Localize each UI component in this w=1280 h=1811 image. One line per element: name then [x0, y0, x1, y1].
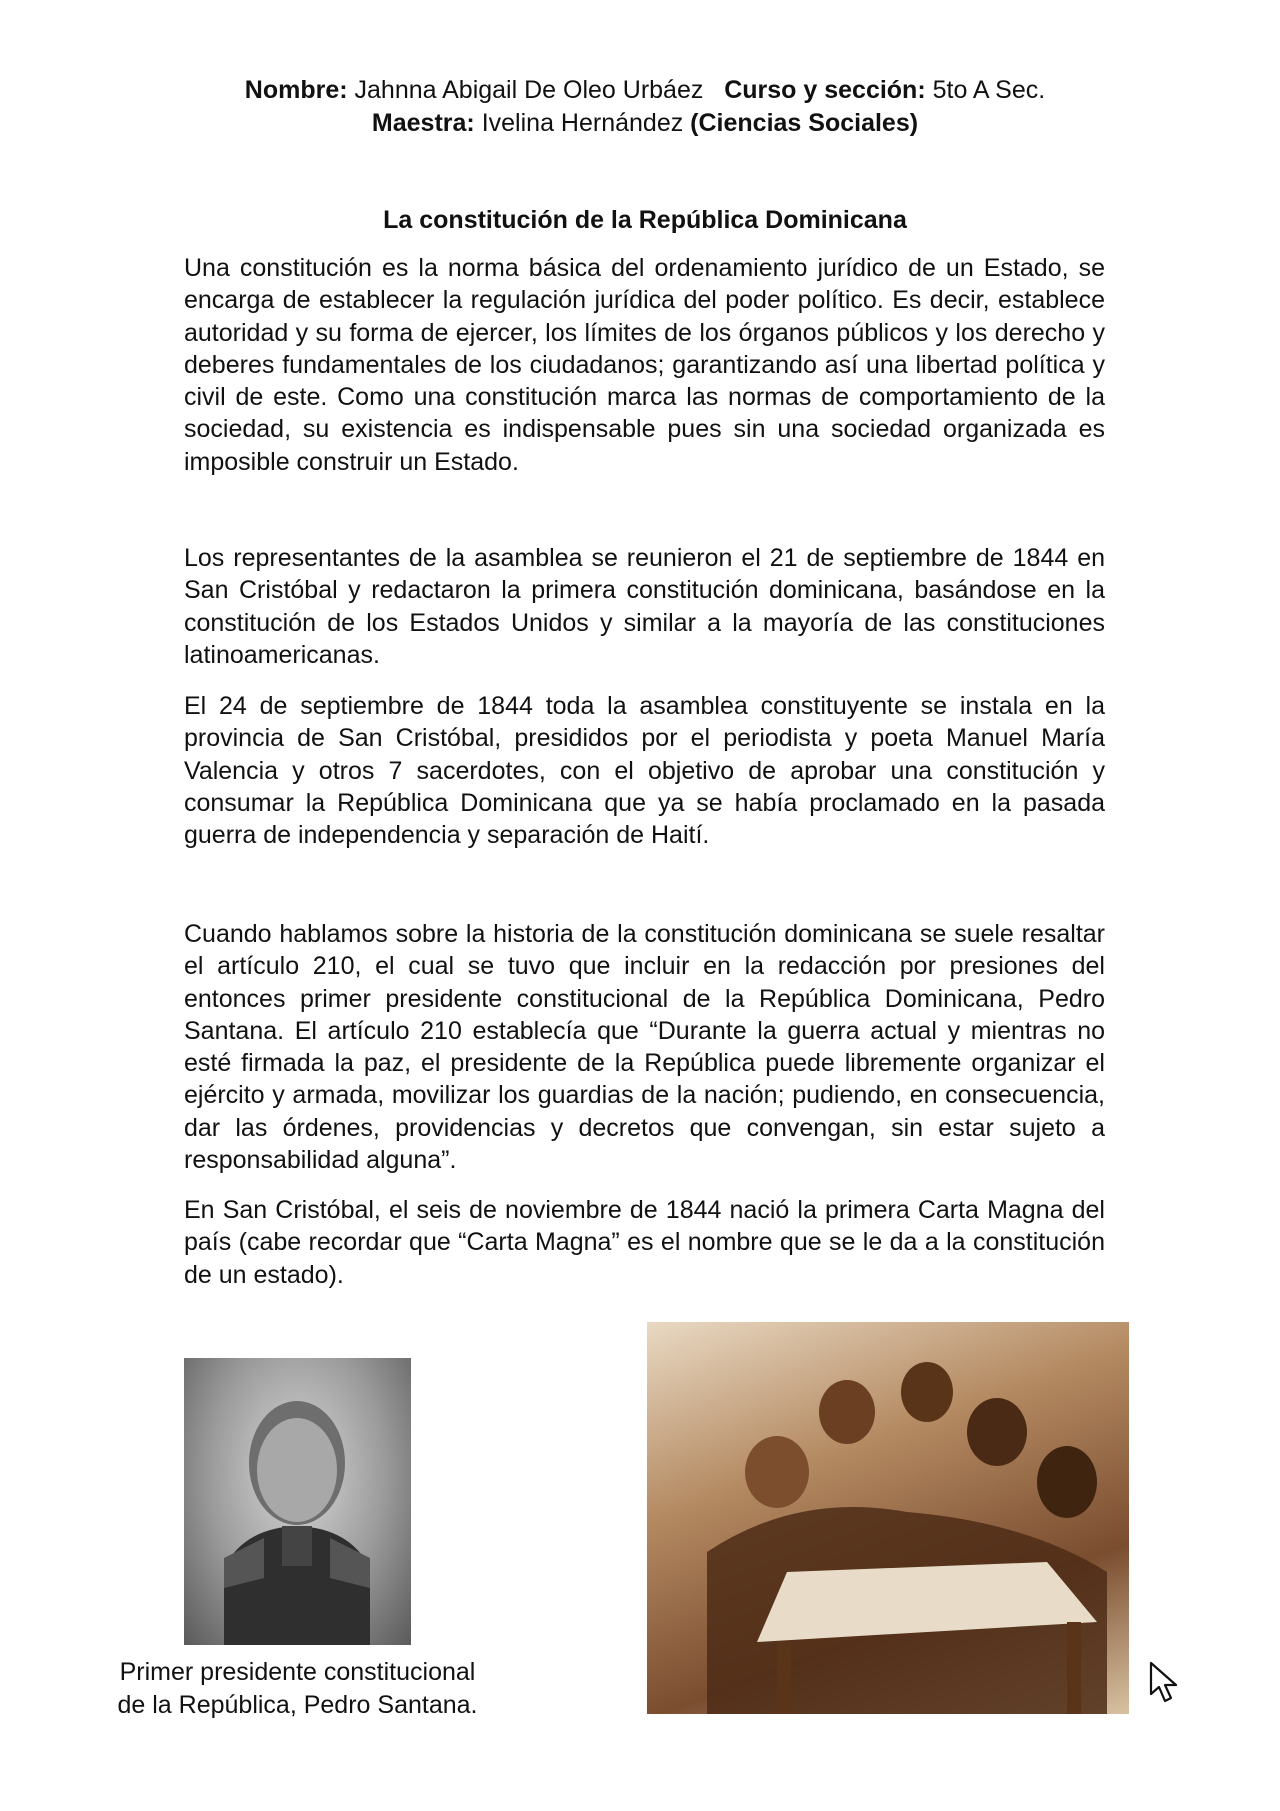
caption-line-1: Primer presidente constitucional [119, 1658, 476, 1686]
paragraph-1: Una constitución es la norma básica del ordenamiento jurídico de un Estado, se encarga de establecer la regulación jurídica del poder político. Es decir, establece autoridad y su forma de ejercer, los límites de los órganos públicos y los derecho y deberes fundamentales de los ciudadanos; garantizando así una libertad política y civil de este. Como una constitución marca las normas de comportamiento de la sociedad, su existencia es indispensable pues sin una sociedad organizada es imposible construir un Estado. [184, 254, 1105, 476]
constitution-signing-painting [647, 1322, 1129, 1714]
paragraph-3: El 24 de septiembre de 1844 toda la asamblea constituyente se instala en la provincia de San Cristóbal, presididos por el periodista y poeta Manuel María Valencia y otros 7 sacerdotes, con el objetivo de aprobar una constitución y consumar la República Dominicana que ya se había proclamado en la pasada guerra de independencia y separación de Haití. [184, 692, 1105, 850]
paragraph-4: Cuando hablamos sobre la historia de la constitución dominicana se suele resaltar el artículo 210, el cual se tuvo que incluir en la redacción por presiones del entonces primer presidente constitucional de la República Dominicana, Pedro Santana. El artículo 210 establecía que “Durante la guerra actual y mientras no esté firmada la paz, el presidente de la República puede libremente organizar el ejército y armada, movilizar los guardias de la nación; pudiendo, en consecuencia, dar las órdenes, providencias y decretos que convengan, sin estar sujeto a responsabilidad alguna”. [184, 920, 1105, 1175]
course-value: 5to A Sec. [932, 76, 1046, 104]
mouse-pointer-icon [1148, 1660, 1190, 1706]
teacher-label: Maestra: [371, 109, 475, 137]
pedro-santana-portrait [184, 1358, 411, 1645]
name-value: Jahnna Abigail De Oleo Urbáez [354, 76, 704, 104]
caption-line-2: de la República, Pedro Santana. [117, 1691, 478, 1719]
portrait-illustration [184, 1358, 411, 1645]
portrait-caption [100, 1656, 495, 1722]
header-line-2 [0, 107, 1280, 140]
course-label: Curso y sección: [724, 76, 926, 104]
name-label: Nombre: [244, 76, 348, 104]
paragraph-5: En San Cristóbal, el seis de noviembre de 1844 nació la primera Carta Magna del país (cabe recordar que “Carta Magna” es el nombre que se le da a la constitución de un estado). [184, 1196, 1105, 1289]
header-line-1 [0, 74, 1280, 107]
document-header [0, 74, 1280, 140]
subject-label: (Ciencias Sociales) [690, 109, 919, 137]
teacher-value: Ivelina Hernández [481, 109, 684, 137]
paragraph-2: Los representantes de la asamblea se reunieron el 21 de septiembre de 1844 en San Cristóbal y redactaron la primera constitución dominicana, basándose en la constitución de los Estados Unidos y similar a la mayoría de las constituciones latinoamericanas. [184, 544, 1105, 669]
document-title: La constitución de la República Dominicana [383, 206, 907, 234]
painting-illustration [647, 1322, 1129, 1714]
